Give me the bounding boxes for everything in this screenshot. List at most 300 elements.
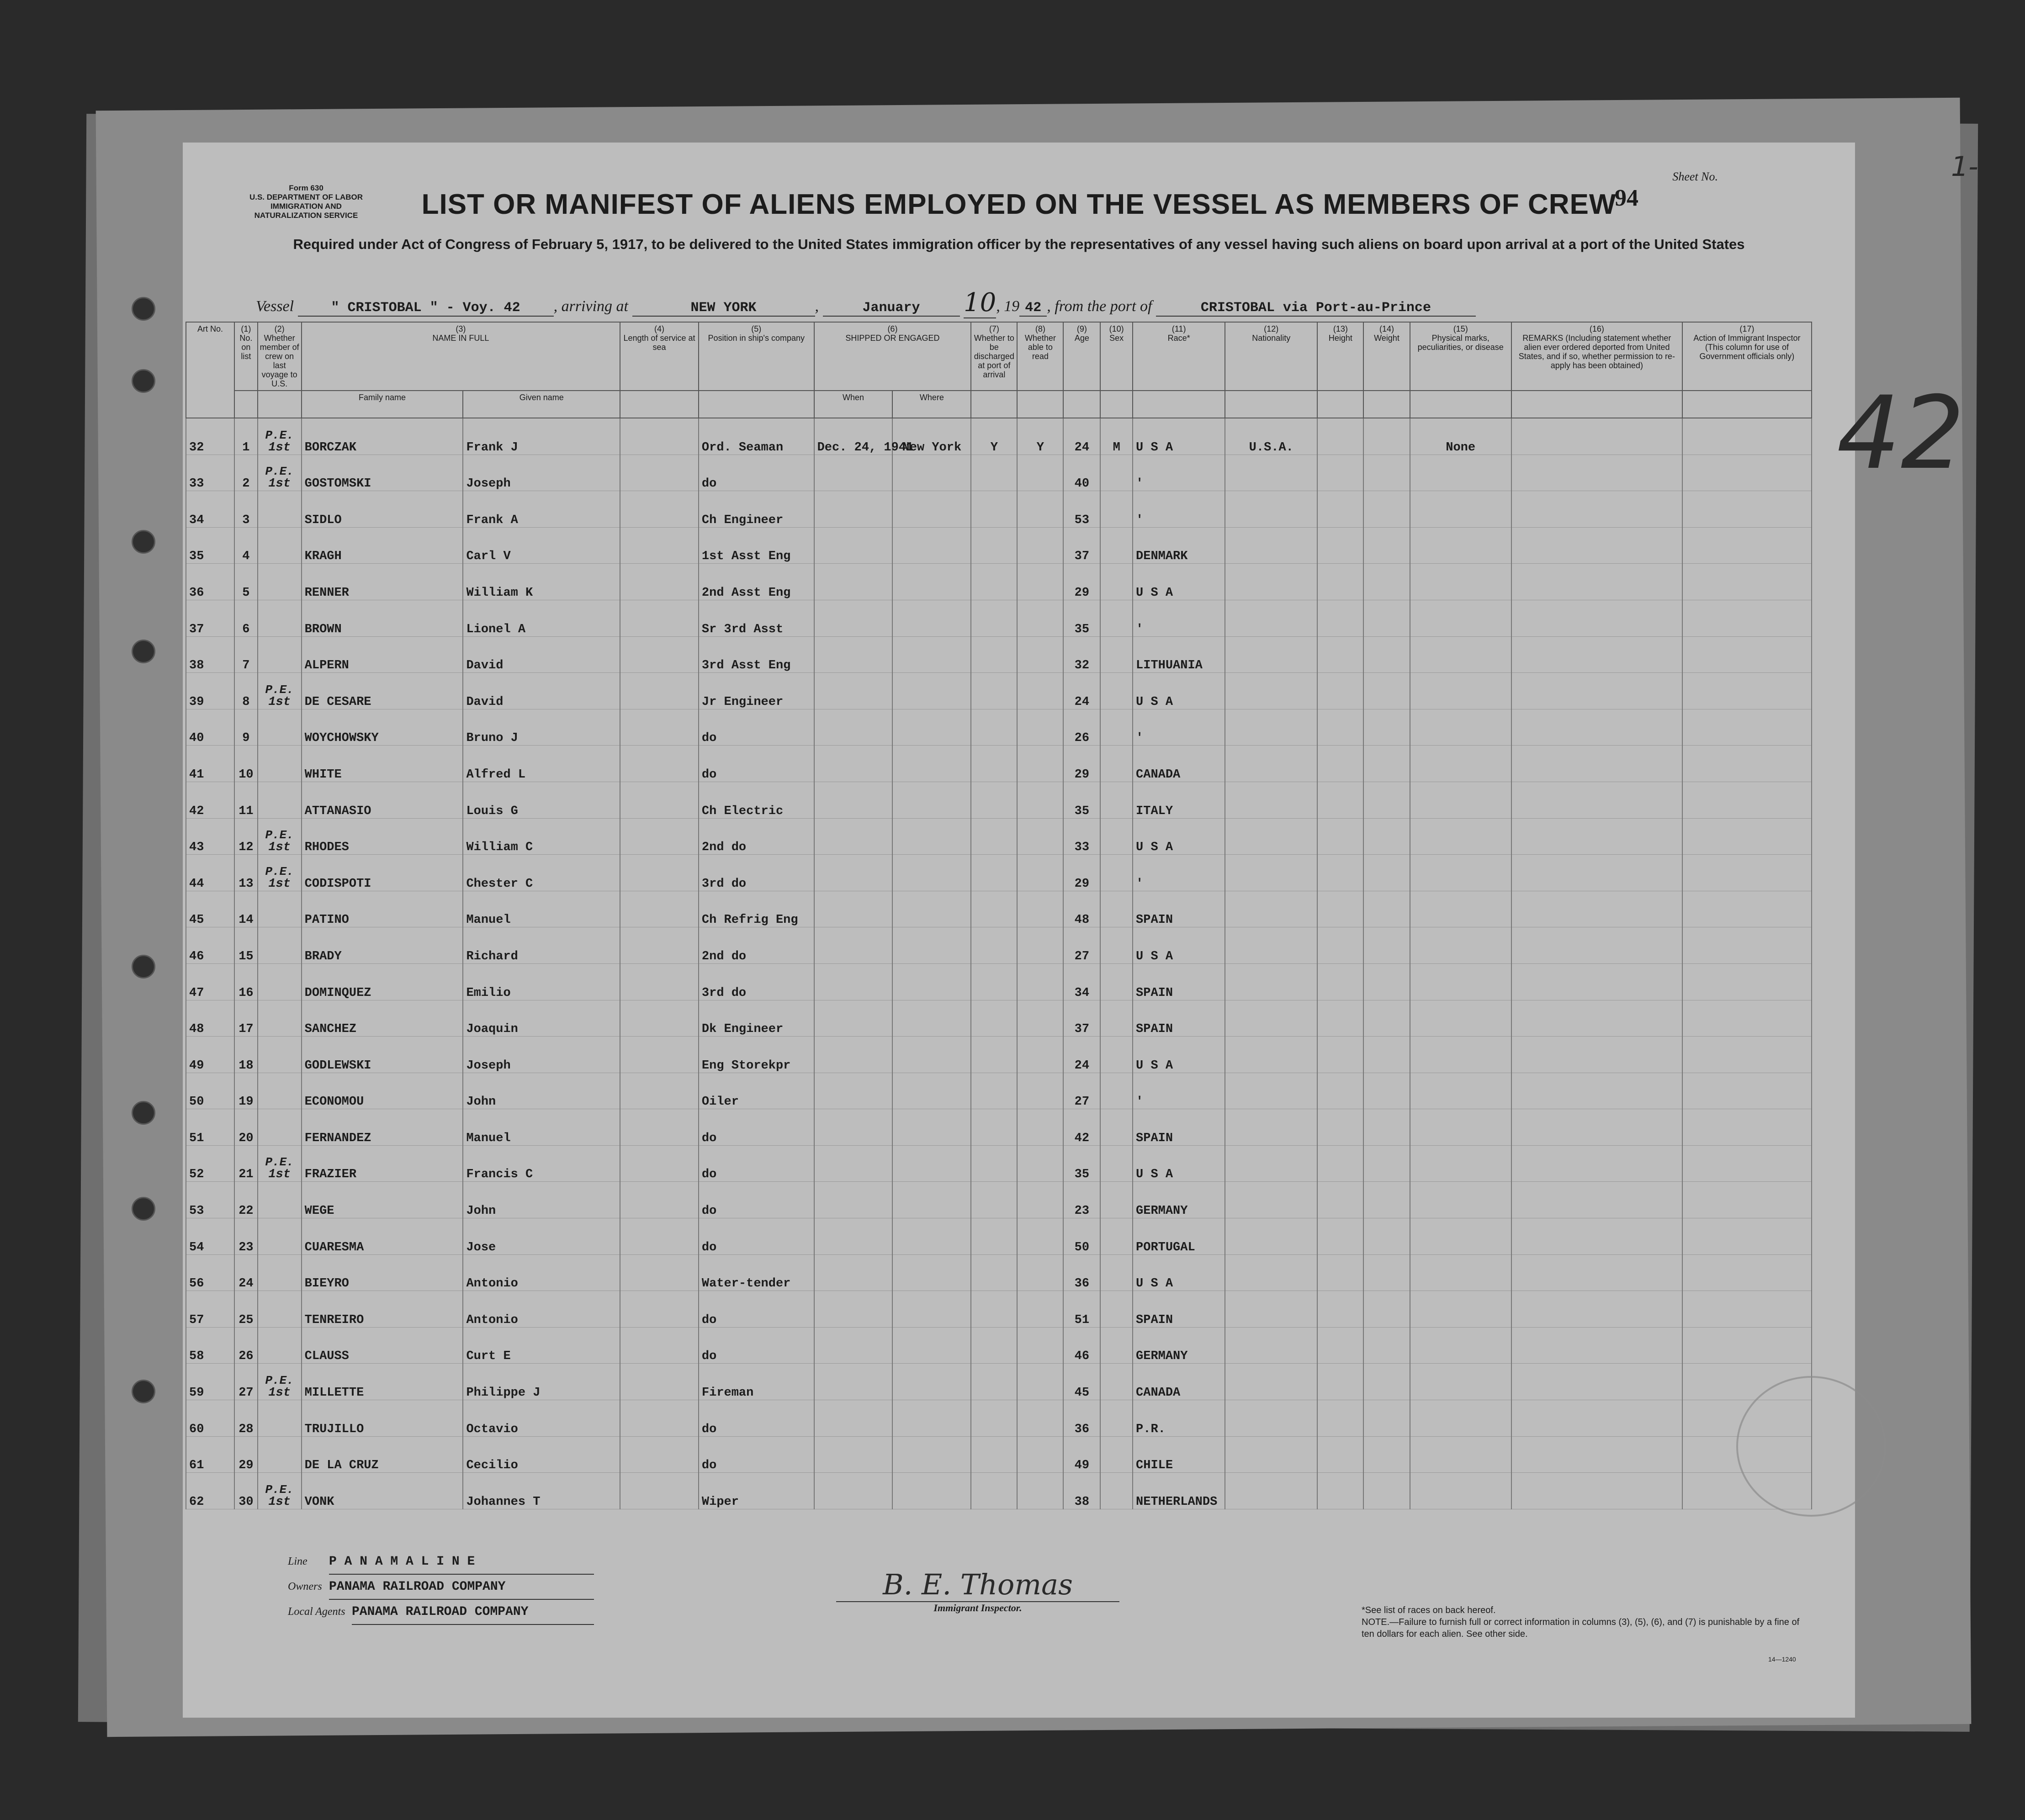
cell-art: 61 (186, 1436, 234, 1473)
agents-label: Local Agents (288, 1606, 345, 1618)
cell-empty (1682, 818, 1812, 855)
cell-family: KRAGH (302, 527, 463, 564)
department-label: U.S. DEPARTMENT OF LABOR (249, 193, 363, 201)
cell-empty (1682, 1037, 1812, 1073)
cell-art: 35 (186, 527, 234, 564)
previous-voyage: 1st (268, 695, 291, 709)
cell-sex (1100, 927, 1133, 964)
cell-nat (1225, 963, 1317, 1000)
cell-no: 10 (234, 746, 258, 782)
cell-art: 47 (186, 963, 234, 1000)
line-value: P A N A M A L I N E (329, 1550, 594, 1575)
owners-value: PANAMA RAILROAD COMPANY (329, 1575, 594, 1600)
cell-empty (1363, 963, 1410, 1000)
cell-race: ' (1133, 455, 1225, 491)
header-col-3: (3) NAME IN FULL (302, 322, 620, 391)
cell-empty (1363, 564, 1410, 600)
previous-voyage: 1st (268, 440, 291, 455)
cell-empty (1363, 636, 1410, 673)
cell-family: CLAUSS (302, 1327, 463, 1364)
cell-no: 11 (234, 782, 258, 818)
cell-given: Joaquin (463, 1000, 620, 1037)
header-col-8: (8) Whether able to read (1017, 322, 1063, 391)
cell-empty (1511, 636, 1682, 673)
cell-race: ' (1133, 600, 1225, 636)
cell-family: TRUJILLO (302, 1400, 463, 1437)
cell-nat (1225, 1037, 1317, 1073)
cell-race: U S A (1133, 927, 1225, 964)
cell-empty (1317, 1073, 1363, 1109)
binder-hole (132, 955, 155, 979)
cell-position: Wiper (699, 1473, 814, 1509)
cell-empty (620, 1327, 699, 1364)
cell-empty (620, 891, 699, 927)
cell-race: SPAIN (1133, 963, 1225, 1000)
cell-empty (1363, 1182, 1410, 1218)
cell-read (1017, 1145, 1063, 1182)
cell-given: Francis C (463, 1145, 620, 1182)
cell-empty (1682, 1327, 1812, 1364)
cell-read (1017, 855, 1063, 891)
cell-read (1017, 527, 1063, 564)
cell-position: do (699, 1436, 814, 1473)
cell-nat (1225, 1182, 1317, 1218)
cell-empty (1317, 564, 1363, 600)
cell-empty (1363, 709, 1410, 746)
cell-family: WEGE (302, 1182, 463, 1218)
cell-empty (1363, 455, 1410, 491)
cell-phys (1410, 527, 1511, 564)
cell-age: 50 (1063, 1218, 1100, 1255)
cell-family: RHODES (302, 818, 463, 855)
cell-empty (1317, 963, 1363, 1000)
cell-empty (620, 455, 699, 491)
cell-sex (1100, 746, 1133, 782)
pe-annotation: P.E. (265, 1374, 294, 1388)
cell-position: Ord. Seaman (699, 418, 814, 455)
cell-where (892, 1291, 971, 1328)
arriving-label: , arriving at (553, 298, 628, 315)
cell-age: 24 (1063, 418, 1100, 455)
cell-empty (1511, 782, 1682, 818)
cell-family: CODISPOTI (302, 855, 463, 891)
cell-position: Oiler (699, 1073, 814, 1109)
cell-prev (258, 527, 302, 564)
table-row (186, 564, 1812, 600)
cell-phys (1410, 1145, 1511, 1182)
cell-read: Y (1017, 418, 1063, 455)
cell-empty (620, 782, 699, 818)
cell-empty (1682, 746, 1812, 782)
cell-empty (1317, 1473, 1363, 1509)
cell-age: 40 (1063, 455, 1100, 491)
cell-given: Curt E (463, 1327, 620, 1364)
cell-given: Octavio (463, 1400, 620, 1437)
cell-art: 43 (186, 818, 234, 855)
table-row (186, 1400, 1812, 1437)
cell-empty (620, 636, 699, 673)
cell-art: 44 (186, 855, 234, 891)
cell-race: U S A (1133, 1254, 1225, 1291)
cell-race: ' (1133, 855, 1225, 891)
cell-phys (1410, 1327, 1511, 1364)
cell-empty (620, 1145, 699, 1182)
cell-empty (1363, 818, 1410, 855)
cell-position: do (699, 455, 814, 491)
cell-nat (1225, 855, 1317, 891)
cell-race: ' (1133, 1073, 1225, 1109)
cell-empty (1363, 491, 1410, 528)
cell-phys (1410, 1109, 1511, 1146)
cell-phys (1410, 1436, 1511, 1473)
cell-nat (1225, 1218, 1317, 1255)
binder-hole (132, 297, 155, 321)
cell-where (892, 1254, 971, 1291)
cell-prev (258, 927, 302, 964)
cell-sex (1100, 491, 1133, 528)
cell-empty (1682, 1254, 1812, 1291)
cell-disch (971, 1436, 1017, 1473)
cell-when (814, 600, 893, 636)
cell-age: 37 (1063, 1000, 1100, 1037)
cell-prev (258, 491, 302, 528)
cell-race: U S A (1133, 564, 1225, 600)
crew-manifest-table (186, 322, 1812, 1509)
cell-sex (1100, 1000, 1133, 1037)
cell-phys (1410, 455, 1511, 491)
cell-empty (620, 600, 699, 636)
cell-where (892, 1182, 971, 1218)
cell-art: 40 (186, 709, 234, 746)
cell-empty (1363, 527, 1410, 564)
cell-given: Richard (463, 927, 620, 964)
cell-empty (620, 963, 699, 1000)
cell-empty (1363, 1000, 1410, 1037)
cell-race: P.R. (1133, 1400, 1225, 1437)
header-col-6: (6) SHIPPED OR ENGAGED (814, 322, 971, 391)
cell-empty (620, 1218, 699, 1255)
cell-family: GOSTOMSKI (302, 455, 463, 491)
cell-empty (620, 1254, 699, 1291)
cell-disch (971, 1254, 1017, 1291)
cell-race: CANADA (1133, 1364, 1225, 1400)
table-row (186, 1473, 1812, 1509)
cell-position: Sr 3rd Asst (699, 600, 814, 636)
cell-empty (620, 855, 699, 891)
cell-given: Manuel (463, 1109, 620, 1146)
cell-when (814, 709, 893, 746)
cell-prev (258, 855, 302, 891)
cell-family: DE LA CRUZ (302, 1436, 463, 1473)
cell-nat (1225, 1473, 1317, 1509)
footnote-penalty: NOTE.—Failure to furnish full or correct information in columns (3), (5), (6), and (7) is punishable by a fine of ten dollars for each alien. See other side. (1362, 1617, 1800, 1639)
cell-empty (1511, 491, 1682, 528)
line-label: Line (288, 1555, 307, 1567)
cell-nat (1225, 782, 1317, 818)
cell-empty (1682, 418, 1812, 455)
cell-disch (971, 1327, 1017, 1364)
page-subtitle: Required under Act of Congress of February 5, 1917, to be delivered to the United States immigration officer by the representatives of any vessel having such aliens on board upon arrival at a port of the United States (293, 236, 1745, 252)
previous-voyage: 1st (268, 1168, 291, 1182)
cell-position: do (699, 1218, 814, 1255)
cell-empty (1682, 1291, 1812, 1328)
owners-label: Owners (288, 1581, 322, 1592)
cell-read (1017, 1182, 1063, 1218)
previous-voyage: 1st (268, 477, 291, 491)
cell-disch (971, 636, 1017, 673)
cell-given: Emilio (463, 963, 620, 1000)
pe-annotation: P.E. (265, 428, 294, 442)
cell-prev (258, 1109, 302, 1146)
cell-empty (1363, 1473, 1410, 1509)
cell-no: 8 (234, 673, 258, 709)
cell-race: SPAIN (1133, 1291, 1225, 1328)
cell-family: ATTANASIO (302, 782, 463, 818)
cell-art: 42 (186, 782, 234, 818)
cell-empty (1317, 455, 1363, 491)
cell-when (814, 1327, 893, 1364)
cell-age: 33 (1063, 818, 1100, 855)
cell-race: SPAIN (1133, 1000, 1225, 1037)
cell-empty (1682, 491, 1812, 528)
cell-read (1017, 891, 1063, 927)
cell-no: 1 (234, 418, 258, 455)
header-col-17: (17) Action of Immigrant Inspector (This column for use of Government officials only) (1682, 322, 1812, 391)
cell-empty (1511, 1182, 1682, 1218)
cell-read (1017, 927, 1063, 964)
cell-no: 3 (234, 491, 258, 528)
cell-family: BROWN (302, 600, 463, 636)
footer-block (288, 1550, 594, 1625)
cell-empty (1511, 1254, 1682, 1291)
cell-age: 37 (1063, 527, 1100, 564)
cell-empty (620, 1436, 699, 1473)
cell-empty (1682, 564, 1812, 600)
cell-read (1017, 1000, 1063, 1037)
cell-position: Fireman (699, 1364, 814, 1400)
cell-nat (1225, 1291, 1317, 1328)
cell-where (892, 1364, 971, 1400)
cell-age: 42 (1063, 1109, 1100, 1146)
cell-race: PORTUGAL (1133, 1218, 1225, 1255)
cell-nat (1225, 491, 1317, 528)
cell-no: 15 (234, 927, 258, 964)
cell-disch (971, 455, 1017, 491)
cell-phys (1410, 564, 1511, 600)
cell-empty (1317, 782, 1363, 818)
cell-disch (971, 1037, 1017, 1073)
cell-given: Jose (463, 1218, 620, 1255)
cell-nat (1225, 1327, 1317, 1364)
cell-disch (971, 1145, 1017, 1182)
cell-position: Ch Engineer (699, 491, 814, 528)
cell-disch (971, 855, 1017, 891)
cell-position: 2nd do (699, 818, 814, 855)
cell-when (814, 1400, 893, 1437)
cell-empty (1511, 1364, 1682, 1400)
cell-disch (971, 1000, 1017, 1037)
cell-disch (971, 564, 1017, 600)
cell-read (1017, 746, 1063, 782)
pe-annotation: P.E. (265, 828, 294, 842)
pe-annotation: P.E. (265, 465, 294, 479)
cell-empty (1363, 1218, 1410, 1255)
cell-sex (1100, 673, 1133, 709)
cell-race: U S A (1133, 818, 1225, 855)
cell-empty (1511, 1000, 1682, 1037)
cell-no: 24 (234, 1254, 258, 1291)
cell-read (1017, 673, 1063, 709)
header-col-12: (12) Nationality (1225, 322, 1317, 391)
arrival-day: 10 (964, 288, 997, 317)
cell-where (892, 1327, 971, 1364)
cell-where (892, 1000, 971, 1037)
cell-no: 22 (234, 1182, 258, 1218)
cell-empty (1363, 1145, 1410, 1182)
table-row (186, 746, 1812, 782)
table-row (186, 782, 1812, 818)
cell-read (1017, 1254, 1063, 1291)
cell-no: 13 (234, 855, 258, 891)
cell-phys (1410, 1182, 1511, 1218)
cell-sex: M (1100, 418, 1133, 455)
cell-disch (971, 1218, 1017, 1255)
cell-read (1017, 491, 1063, 528)
cell-disch (971, 1364, 1017, 1400)
cell-given: Bruno J (463, 709, 620, 746)
cell-empty (1317, 1145, 1363, 1182)
cell-when (814, 527, 893, 564)
table-row (186, 1182, 1812, 1218)
cell-empty (1317, 673, 1363, 709)
footnote (1362, 1604, 1809, 1640)
cell-prev (258, 1218, 302, 1255)
cell-prev (258, 1073, 302, 1109)
cell-race: SPAIN (1133, 891, 1225, 927)
cell-race: NETHERLANDS (1133, 1473, 1225, 1509)
cell-age: 27 (1063, 1073, 1100, 1109)
cell-art: 45 (186, 891, 234, 927)
cell-no: 19 (234, 1073, 258, 1109)
table-row (186, 673, 1812, 709)
cell-art: 38 (186, 636, 234, 673)
cell-empty (1317, 746, 1363, 782)
cell-age: 36 (1063, 1400, 1100, 1437)
arrival-port: NEW YORK (632, 300, 815, 317)
table-row (186, 1109, 1812, 1146)
cell-position: 2nd Asst Eng (699, 564, 814, 600)
pe-annotation: P.E. (265, 682, 294, 697)
cell-position: Ch Electric (699, 782, 814, 818)
header-col-1: (1) No. on list (234, 322, 258, 391)
cell-empty (1363, 782, 1410, 818)
cell-given: Carl V (463, 527, 620, 564)
cell-given: Lionel A (463, 600, 620, 636)
cell-age: 34 (1063, 963, 1100, 1000)
cell-when: Dec. 24, 1941 (814, 418, 893, 455)
cell-age: 36 (1063, 1254, 1100, 1291)
cell-nat (1225, 673, 1317, 709)
cell-family: SANCHEZ (302, 1000, 463, 1037)
cell-race: DENMARK (1133, 527, 1225, 564)
header-where: Where (892, 391, 971, 418)
cell-empty (1363, 1327, 1410, 1364)
cell-nat (1225, 818, 1317, 855)
cell-phys (1410, 891, 1511, 927)
cell-disch: Y (971, 418, 1017, 455)
cell-no: 17 (234, 1000, 258, 1037)
cell-read (1017, 564, 1063, 600)
cell-nat (1225, 1400, 1317, 1437)
cell-no: 7 (234, 636, 258, 673)
cell-prev (258, 418, 302, 455)
cell-art: 34 (186, 491, 234, 528)
cell-where (892, 527, 971, 564)
cell-disch (971, 709, 1017, 746)
header-col-14: (14) Weight (1363, 322, 1410, 391)
cell-phys (1410, 673, 1511, 709)
cell-position: 2nd do (699, 927, 814, 964)
table-row (186, 600, 1812, 636)
cell-nat (1225, 527, 1317, 564)
cell-nat (1225, 1436, 1317, 1473)
cell-empty (1511, 418, 1682, 455)
cell-empty (1317, 818, 1363, 855)
cell-nat (1225, 1109, 1317, 1146)
cell-family: DE CESARE (302, 673, 463, 709)
table-row (186, 1145, 1812, 1182)
cell-empty (1682, 709, 1812, 746)
cell-nat: U.S.A. (1225, 418, 1317, 455)
cell-empty (1511, 1073, 1682, 1109)
cell-art: 36 (186, 564, 234, 600)
cell-empty (620, 1400, 699, 1437)
cell-read (1017, 1037, 1063, 1073)
cell-phys (1410, 709, 1511, 746)
cell-position: Water-tender (699, 1254, 814, 1291)
cell-where (892, 709, 971, 746)
cell-race: ' (1133, 491, 1225, 528)
header-col-16: (16) REMARKS (Including statement whether alien ever ordered deported from United States, and if so, whether permission to re-apply has been obtained) (1511, 322, 1682, 391)
cell-empty (620, 1291, 699, 1328)
cell-empty (1363, 1436, 1410, 1473)
cell-sex (1100, 1436, 1133, 1473)
cell-phys (1410, 491, 1511, 528)
cell-empty (1682, 1218, 1812, 1255)
cell-disch (971, 491, 1017, 528)
cell-empty (1511, 1145, 1682, 1182)
cell-disch (971, 818, 1017, 855)
cell-empty (1511, 1037, 1682, 1073)
cell-no: 9 (234, 709, 258, 746)
cell-empty (1682, 1073, 1812, 1109)
table-row (186, 1254, 1812, 1291)
cell-when (814, 1291, 893, 1328)
cell-empty (1511, 600, 1682, 636)
cell-family: ALPERN (302, 636, 463, 673)
cell-nat (1225, 891, 1317, 927)
from-label: , from the port of (1047, 298, 1152, 315)
cell-prev (258, 1400, 302, 1437)
cell-empty (1317, 1000, 1363, 1037)
cell-no: 30 (234, 1473, 258, 1509)
cell-empty (1363, 673, 1410, 709)
cell-prev (258, 963, 302, 1000)
cell-sex (1100, 1400, 1133, 1437)
cell-sex (1100, 963, 1133, 1000)
inspector-caption: Immigrant Inspector. (933, 1602, 1022, 1614)
cell-empty (1317, 1364, 1363, 1400)
